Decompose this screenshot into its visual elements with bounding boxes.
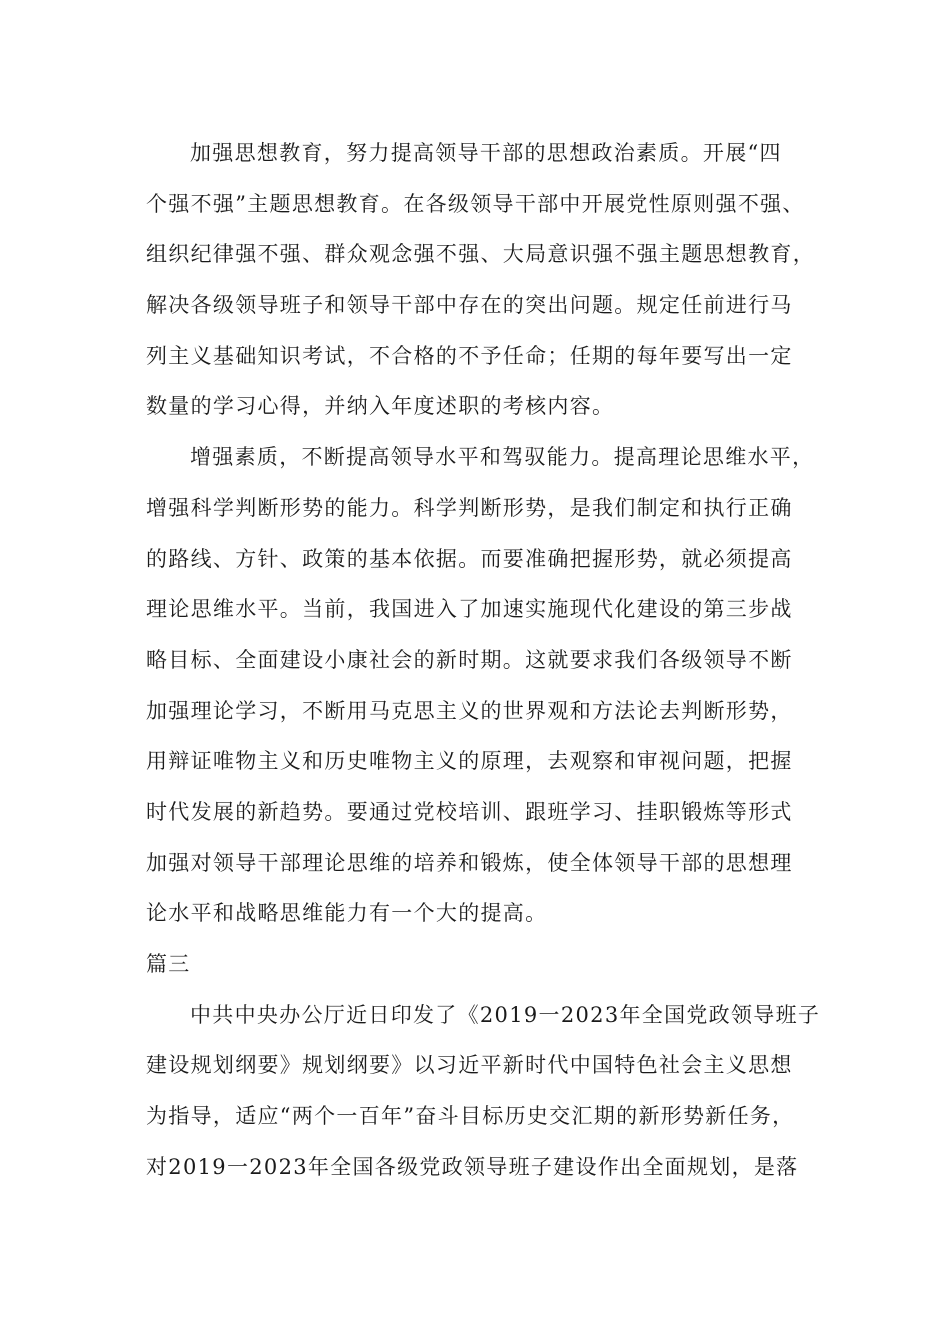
paragraph-line: 列主义基础知识考试，不合格的不予任命；任期的每年要写出一定: [146, 343, 793, 368]
paragraph-line: 解决各级领导班子和领导干部中存在的突出问题。规定任前进行马: [146, 293, 793, 318]
paragraph-line: 加强理论学习，不断用马克思主义的世界观和方法论去判断形势，: [146, 698, 793, 723]
paragraph-line: 组织纪律强不强、群众观念强不强、大局意识强不强主题思想教育，: [146, 242, 815, 267]
paragraph-thought-education: [146, 128, 815, 432]
paragraph-line: 为指导，适应“两个一百年”奋斗目标历史交汇期的新形势新任务，: [146, 1104, 795, 1129]
paragraph-line: 建设规划纲要》规划纲要》以习近平新时代中国特色社会主义思想: [146, 1053, 793, 1078]
paragraph-line: 增强素质，不断提高领导水平和驾驭能力。提高理论思维水平，: [190, 445, 815, 470]
paragraph-line: 时代发展的新趋势。要通过党校培训、跟班学习、挂职锻炼等形式: [146, 799, 793, 824]
paragraph-line: 数量的学习心得，并纳入年度述职的考核内容。: [146, 394, 615, 419]
document-body: [146, 128, 821, 1192]
paragraph-line: 略目标、全面建设小康社会的新时期。这就要求我们各级领导不断: [146, 647, 793, 672]
paragraph-line: 的路线、方针、政策的基本依据。而要准确把握形势，就必须提高: [146, 546, 793, 571]
paragraph-line: 加强对领导干部理论思维的培养和锻炼，使全体领导干部的思想理: [146, 850, 793, 875]
paragraph-line: 加强思想教育，努力提高领导干部的思想政治素质。开展“四: [190, 141, 782, 165]
paragraph-line: 论水平和战略思维能力有一个大的提高。: [146, 901, 548, 926]
paragraph-line: 用辩证唯物主义和历史唯物主义的原理，去观察和审视问题，把握: [146, 749, 793, 774]
paragraph-line: 中共中央办公厅近日印发了《2019一2023年全国党政领导班子: [190, 1002, 821, 1027]
paragraph-line: 个强不强”主题思想教育。在各级领导干部中开展党性原则强不强、: [146, 191, 805, 216]
paragraph-line: 对2019一2023年全国各级党政领导班子建设作出全面规划，是落: [146, 1154, 799, 1179]
paragraph-leadership-ability: [146, 432, 815, 939]
paragraph-planning-outline: [146, 990, 821, 1193]
paragraph-line: 增强科学判断形势的能力。科学判断形势，是我们制定和执行正确: [146, 495, 793, 520]
paragraph-line: 理论思维水平。当前，我国进入了加速实施现代化建设的第三步战: [146, 597, 793, 622]
section-heading: 篇三: [146, 952, 191, 976]
